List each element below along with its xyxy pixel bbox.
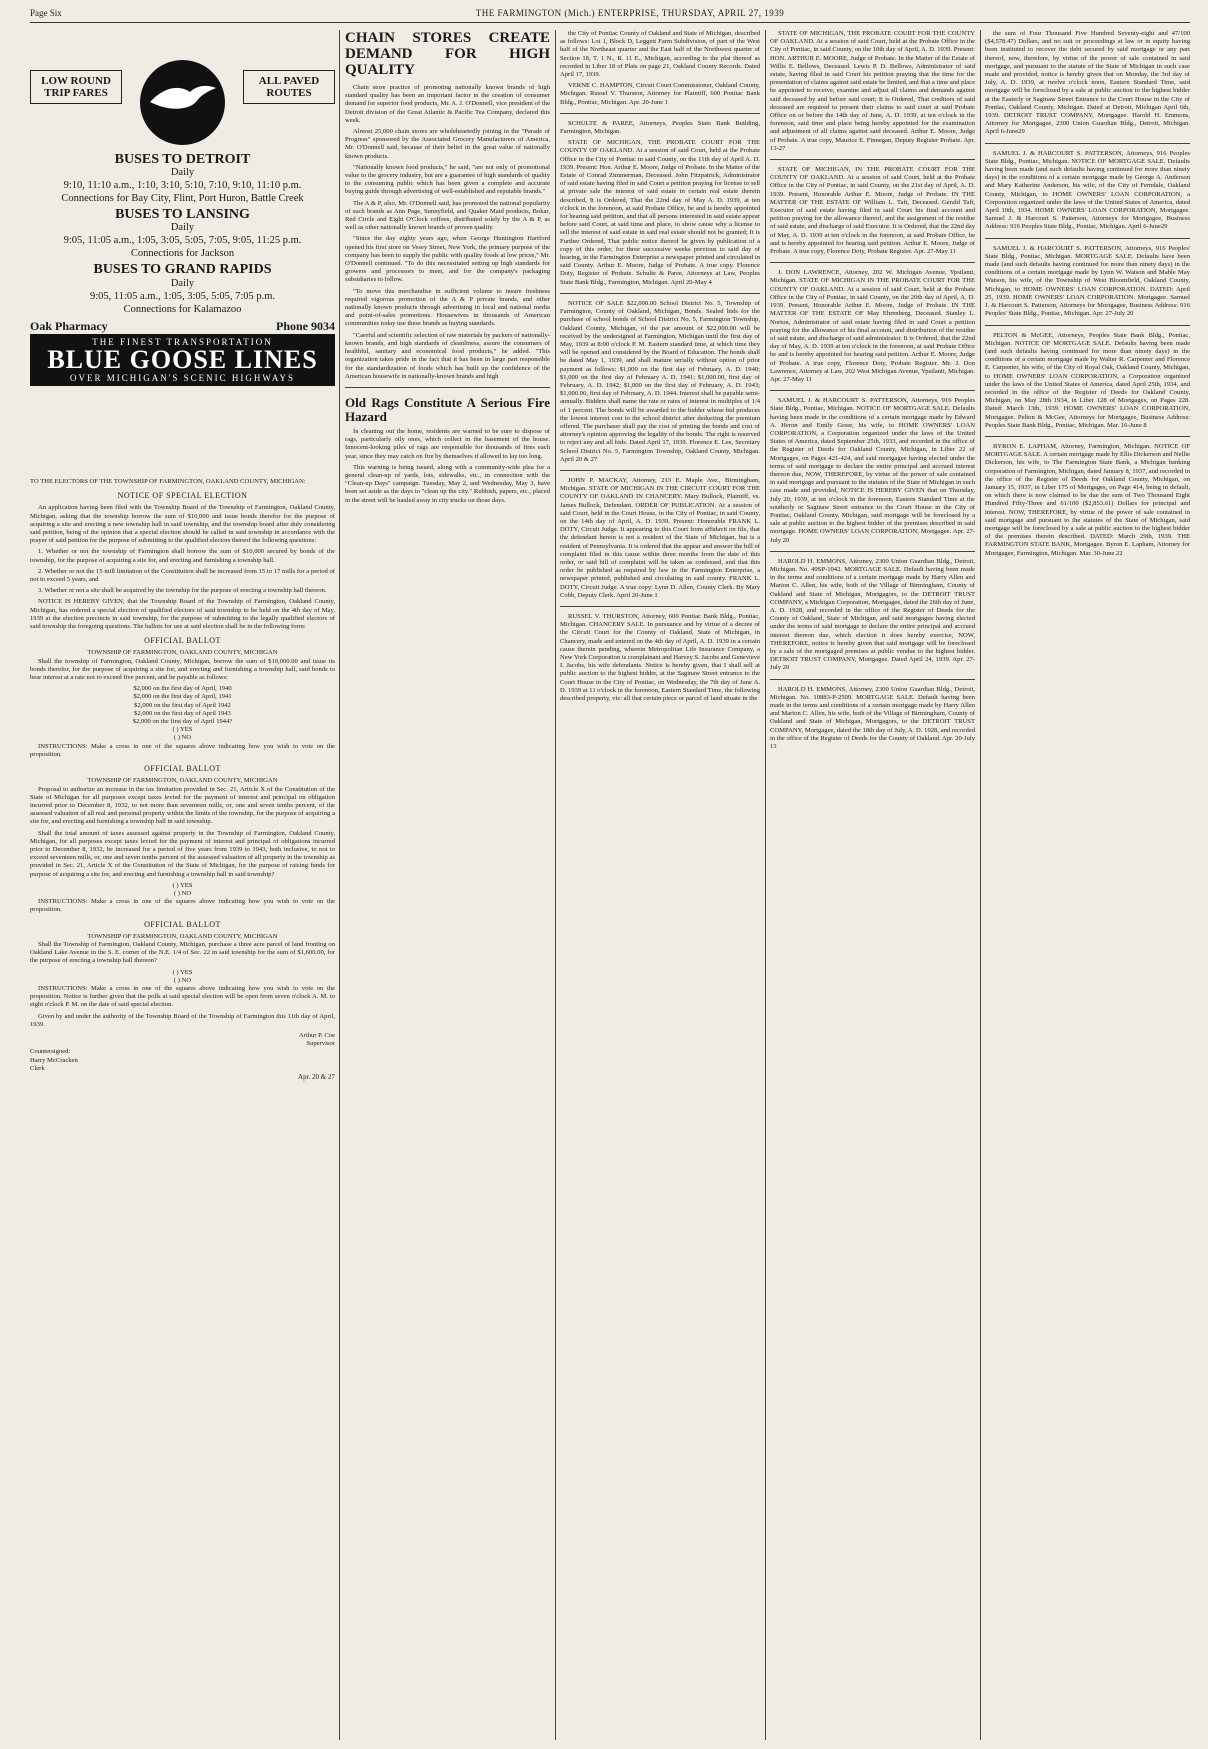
chain-stores-headline: CHAIN STORES CREATE DEMAND FOR HIGH QUALITY [345, 30, 550, 78]
pharmacy-line [30, 318, 335, 333]
publication-dates: Apr. 20 & 27 [298, 1073, 335, 1081]
daily-label: Daily [170, 277, 195, 289]
news-column [345, 30, 550, 1740]
divider [770, 159, 975, 160]
clerk-name: Harry McCracken [30, 1056, 78, 1064]
column-rule [555, 30, 556, 1740]
legal-notice: SAMUEL J. & HARCOURT S. PATTERSON, Attorneys, 916 Peoples' State Bldg., Pontiac, Michigan. MORTGAGE SALE. Defaults have been made (and such defaults having continued for more than ninety days) in the conditions of a certain mortgage made by Lynn W. Watson and Mable May Watson, his wife, of the Township of West Bloomfield, Oakland County, Michigan, to HOME OWNERS' LOAN CORPORATION. DATED: April 25, 1939. HOME OWNERS' LOAN CORPORATION. Mortgagee. Samuel J. & Harcourt S. Patterson, Attorneys for Mortgagee, Business Address: 916 Peoples' State Bldg., Pontiac, Michigan. Apr. 27-July 20 [985, 244, 1190, 318]
article-paragraph: "Nationally known food products," he said, "are not only of promotional value to the grocery industry, but are a guarantee of high standards of quality to the consuming public which has been given a complete and accurate buying guide through advertising of well-established and reputable brands." [345, 163, 550, 196]
legal-notice: NOTICE OF SALE $22,000.00 School District No. 5, Township of Farmington, County of Oakland, Michigan, Bonds. Sealed bids for the purchase of school bonds of School District No. 5, Farmington Township, Oakland County, Michigan, of the par amount of $22,000.00 will be received by the undersigned at Farmington, Michigan until the first day of May, 1939 at 8:00 o'clock P. M. Eastern standard time, at which time they will be opened and considered by the Board of Education. The bonds shall be dated May 1, 1939, and shall mature serially without option of prior payment as follows: $1,000 on the first day of February, A. D. 1940; $1,000 on the first day of February A. D. 1941; $1,000.00, first day of February, A. D. 1942; $1,000 on the first day of February, A. D. 1943; $1,000.00, first day of February, A. D. 1944. Interest shall be payable semi-annually. Bidders shall name the rate or rates of interest in multiples of 1/4 of 1 percent. The bonds will be awarded to the bidder whose bid produces the lowest interest cost to the school district after deducting the premium offered. The purchaser shall pay the cost of printing the bonds and cost of attorney's opinion approving the legality of the bonds. The right is reserved to reject any and all bids. Dated April 17, 1939. Florence E. Lee, Secretary School District No. 5, Farmington Township, Oakland County, Michigan. April 20 & 27 [560, 299, 760, 463]
legal-notice: PELTON & McGEE, Attorneys, Peoples State Bank Bldg., Pontiac, Michigan. NOTICE OF MORTGAGE SALE. Defaults having been made (and such defaults having continued for more than ninety days) in the conditions of a certain mortgage made by Walter R. Carpenter and Florence E. Carpenter, his wife, of the City of Royal Oak, Oakland County, Michigan, to HOME OWNERS' LOAN CORPORATION, a Corporation organized under the laws of the United States of America, dated April 25th, 1934, and recorded in the office of the Register of Deeds for Oakland County, Michigan, on May 28th 1934, in Liber 128 of Mortgages, on Pages 228. Dated: March 13th, 1939. HOME OWNERS' LOAN CORPORATION, Mortgagee. Pelton & McGee, Attorneys for Mortgagee, Business Address: Peoples State Bank Bldg., Pontiac, Michigan. Mar. 16-June 8 [985, 331, 1190, 429]
ballot-heading: OFFICIAL BALLOT [144, 919, 221, 929]
fare-box-left: LOW ROUND TRIP FARES [30, 70, 122, 104]
bus-advertisement [30, 60, 335, 470]
legal-notice: HAROLD H. EMMONS, Attorney, 2300 Union Guardian Bldg., Detroit, Michigan. No. 49SP-1042. MORTGAGE SALE. Default having been made in the terms and conditions of a certain mortgage made by Harry Allen and Marion C. Allen, his wife, both of the Village of Birmingham, County of Oakland and State of Michigan, Mortgagors, to the DETROIT TRUST COMPANY, a Michigan Corporation, Mortgagee, dated the 26th day of June, A. D. 1928, and recorded in the office of the Register of Deeds for the County of Oakland, State of Michigan, and said mortgagee having elected under the terms of said mortgage to declare the entire principal and accrued interest thereon due, which election it does hereby exercise, NOW, THEREFORE, notice is hereby given that said mortgage will be foreclosed by a sale of the mortgaged premises at public vendue to the highest bidder. DETROIT TRUST COMPANY, Mortgagee. Dated April 24, 1939. Apr. 27-July 20 [770, 557, 975, 672]
legal-notice: the sum of Four Thousand Five Hundred Seventy-eight and 47/100 ($4,578.47) Dollars, and no suit or proceedings at law or in equity having been instituted to recover the debt secured by said mortgage or any part thereof, now, therefore, by virtue of the power of sale contained in said mortgage, and pursuant to the statute of the State of Michigan in such case made and provided, notice is hereby given that on Monday, the 3rd day of July, A. D. 1939, at twelve o'clock noon, Eastern Standard Time, said mortgage will be foreclosed by a sale at public auction to the highest bidder at the Easterly or Saginaw Street Entrance to the Court House in the City of Pontiac, Oakland County, Michigan. Dated at Detroit, Michigan April 6th, 1939. DETROIT TRUST COMPANY, Mortgagee. Harold H. Emmons, Attorney for Mortgagee, 2300 Union Guardian Bldg., Detroit, Michigan. April 6-June29 [985, 30, 1190, 136]
legal-notice: BYRON E. LAPHAM, Attorney, Farmington, Michigan. NOTICE OF MORTGAGE SALE. A certain mortgage made by Ellis Dickerson and Nellie Dickerson, his wife, to The Farmington State Bank, a Michigan banking corporation of Farmington, Michigan, dated January 8, 1937, and recorded in the office of the Register of Deeds for Oakland County, Michigan, on January 15, 1937, in Liber 175 of Mortgages, on Page 414, being in default, on which there is now claimed to be due the sum of Two Thousand Eight Hundred Fifty-Three and 61/100 ($2,853.61) Dollars for principal and interest. NOW, THEREFORE, by virtue of the power of sale contained in said mortgage and pursuant to the statutes of the State of Michigan, said mortgage will be foreclosed by a sale at public auction to the highest bidder of the premises therein described. DATED: March 29th, 1939. THE FARMINGTON STATE BANK, Mortgagee. Byron E. Lapham, Attorney for Mortgagee, Farmington, Michigan. Mar. 30-June 22 [985, 442, 1190, 557]
pharmacy-name: Oak Pharmacy [30, 318, 108, 333]
legal-notices-column-4 [770, 30, 975, 1740]
daily-label: Daily [170, 222, 195, 234]
divider [560, 293, 760, 294]
question-3: 3. Whether or not a site shall be acquired by the township for the purpose of erecting a township hall thereon. [38, 587, 327, 595]
election-authority: Given by and under the authority of the Township Board of the Township of Farmington this 11th day of April, 1939. [30, 1012, 335, 1028]
article-paragraph: "Careful and scientific selection of raw materials by packers of nationally-known brands, and high standards of cleanliness, assure the consumers of healthful, sanitary and economical food products," he added. "This organization takes pride in the fact that it has been in large part responsible for the standardization of foods which has built up the confidence of the American housewife in nationally-known brands and high [345, 331, 550, 380]
daily-label: Daily [170, 167, 195, 179]
payment-line: $2,000 on the first day of April, 1941 [133, 693, 232, 701]
countersigned: Countersigned: [30, 1048, 71, 1056]
legal-notice: SCHULTE & PAREE, Attorneys, Peoples State Bank Building, Farmington, Michigan. [560, 119, 760, 136]
signature: Arthur P. Coe [298, 1031, 335, 1039]
legal-notice: VERNE C. HAMPTON, Circuit Court Commissioner, Oakland County, Michigan. Russel V. Thurston, Attorney for Plaintiff, 600 Pontiac Bank Bldg., Pontiac, Michigan. Apr. 20-June 1 [560, 82, 760, 106]
fare-box-right: ALL PAVED ROUTES [243, 70, 335, 104]
pharmacy-phone: Phone 9034 [275, 318, 335, 333]
ballot-2-heading: TOWNSHIP OF FARMINGTON, OAKLAND COUNTY, MICHIGAN [87, 777, 278, 785]
election-paragraph: An application having been filed with the Township Board of the Township of Farmington, Oakland County, Michigan, asking that the township borrow the sum of $10,000 and issue bonds therefor for the purpose of acquiring a site and erecting a new township hall in said township, and the township board after duly considering said petition, being of the opinion that a special election should be called in said township in accordance with the prayer of said petition for the purpose of submitting to the qualified electors thereof the following questions: [30, 504, 335, 545]
legal-notice: STATE OF MICHIGAN, THE PROBATE COURT FOR THE COUNTY OF OAKLAND. At a session of said Court, held at the Probate Office in the City of Pontiac, in said County, on the 10th day of April, A. D. 1939. Present: HON. ARTHUR E. MOORE, Judge of Probate. In the Matter of the Estate of Willis E. Bellows, Deceased. Lewis P. D. Bellows, Administrator of said estate, having filed in said Court his petition praying that the time for the presentation of claims against said estate be limited, and that a time and place be appointed to receive, examine and adjust all claims and demands against said deceased by and before said court; It is Ordered, That creditors of said deceased are required to present their claims to said court at said Probate Office on or before the 14th day of June, A. D. 1939, at ten o'clock in the forenoon, said time and place being hereby appointed for the examination and adjustment of all claims against said deceased. Arthur E. Moore, Judge of Probate. A true copy, Maurice E. Finnegan, Deputy Register Probate. Apr. 13-27 [770, 30, 975, 152]
payment-line: $2,000 on the first day of April 1944? [132, 718, 233, 726]
divider [985, 325, 1190, 326]
vote-yes: ( ) YES [172, 881, 193, 889]
legal-notice: SAMUEL J. & HARCOURT S. PATTERSON, Attorneys, 916 Peoples State Bldg., Pontiac, Michigan. NOTICE OF MORTGAGE SALE. Defaults having been made (and such defaults having continued for more than ninety days) in the conditions of a certain mortgage made by George A. Anderson and Mary Katherine Anderson, his wife, of the City of Ferndale, Oakland County, Michigan, to HOME OWNERS' LOAN CORPORATION, a Corporation organized under the laws of the United States of America, dated April 10th, 1934. HOME OWNERS' LOAN CORPORATION, Mortgagee. Samuel J. & Harcourt S. Patterson, Attorneys for Mortgagee, Business Address: 916 Peoples State Bldg., Pontiac, Michigan. April 6-June29 [985, 149, 1190, 231]
article-paragraph: "Since the day eighty years ago, when George Huntington Hartford opened his first store on Vesey Street, New York, the primary purpose of the company has been to supply the public with quality foods at low prices," Mr. O'Donnell continued. "To do this necessitated setting up high standards for growers and processors to meet, and for the company's packaging subsidiaries to follow. [345, 235, 550, 284]
column-rule [765, 30, 766, 1740]
vote-no: ( ) NO [173, 734, 192, 742]
divider [560, 606, 760, 607]
legal-notice: the City of Pontiac County of Oakland and State of Michigan, described as follows: Lot 1, Block D, Leggett Farm Subdivision, of part of the West half of the Northeast quarter and the East half of the Northwest quarter of Section 18, T. 1 N., R. 11 E., Michigan, according to the plat thereof as recorded in Liber 18 of Plats on page 21, Oakland County Records. Dated April 17, 1939. [560, 30, 760, 79]
lansing-connections: Connections for Jackson [130, 248, 235, 260]
legal-notice: JOHN P. MACKAY, Attorney, 213 E. Maple Ave., Birmingham, Michigan. STATE OF MICHIGAN IN THE CIRCUIT COURT FOR THE COUNTY OF OAKLAND IN CHANCERY. Mary Bullock, Plaintiff, vs. James Bullock, Defendant. ORDER OF PUBLICATION. At a session of said Court, held in the Court House, in the City of Pontiac, in said County, on the 14th day of April, A. D. 1939. Present: Honorable FRANK L. DOTY, Circuit Judge. It appearing to this Court from affidavit on file, that the defendant herein is not a resident of the State of Michigan, but is a resident of Pennsylvania. It is ordered that the appear and answer the bill of complaint filed in this cause within three months from the date of this order, or said bill of complaint will be taken as confessed, and that this order be published as required by law in the Farmington Enterprise, a newspaper printed, published and circulating in said county. FRANK L. DOTY, Circuit Judge. A true copy: Lynn D. Allen, County Clerk. By Mary Cobb, Deputy Clerk. April 20-June 1 [560, 476, 760, 599]
masthead [30, 8, 1190, 23]
ballot-2-text: Proposal to authorize an increase in the tax limitation provided in Sec. 21, Article X of the Constitution of the State of Michigan for all purposes except taxes levied for the payment of interest and principal on obligation incurred prior to December 8, 1932, to not more than seventeen mills, or, one and seven tenths percent, of the assessed valuation of all real and personal property within the limits of the township, for the purpose of acquiring a site for, and erecting and furnishing a township hall in said township. [30, 785, 335, 826]
question-2: 2. Whether or not the 15 mill limitation of the Constitution shall be increased from 15 to 17 mills for a period of not to exceed 5 years, and [30, 567, 335, 584]
election-paragraph: NOTICE IS HEREBY GIVEN, that the Township Board of the Township of Farmington, Oakland County, Michigan, has ordered a special election of qualified electors of said township to be held on the 4th day of May, 1939 at the election precincts in said township, for the purpose of submitting to the legally qualified electors of said township the foregoing questions. The ballots for use at said election shall be in the following form: [30, 598, 335, 631]
divider [770, 390, 975, 391]
legal-notices-column-3 [560, 30, 760, 1740]
instructions: INSTRUCTIONS: Make a cross in one of the squares above indicating how you wish to vote on the proposition. [30, 742, 335, 758]
article-paragraph: "To move this merchandise in sufficient volume to insure freshness required vigorous promotion of the A & P private brands, and other nationally known products through advertising in local and national media and point-of-sales promotions. Housewives in thousands of American communities today use these brands as buying standards. [345, 287, 550, 328]
legal-notice: STATE OF MICHIGAN, THE PROBATE COURT FOR THE COUNTY OF OAKLAND. At a session of said Court, held at the Probate Office in the City of Pontiac in said County, on the 11th day of April A. D. 1939. Present: Hon. Arthur E. Moore, Judge of Probate. In the Matter of the Estate of Conrad Zimmerman, Deceased. John Fitzpatrick, Administrator of said estate having filed in said Court a petition praying for license to sell at private sale the interest of said estate in certain real estate therein described, It is Ordered, That the 22nd day of May A. D. 1939, at ten o'clock in the forenoon, at said Probate Office, be and is hereby appointed for hearing said petition, and that all persons interested in said estate appear before said Court, at said time and place, to show cause why a license to sell the interest of said estate in said real estate should not be granted; It is Further Ordered, That public notice thereof be given by publication of a copy of this order, for three successive weeks previous to said day of hearing, in the Farmington Enterprise a newspaper printed and circulated in said County. Arthur E. Moore, Judge of Probate. A true copy. Florence Doty, Register of Probate. Schulte & Paree, Attorneys at Law, Peoples State Bank Bldg., Farmington, Michigan. April 20-May 4 [560, 139, 760, 286]
payment-line: $2,000 on the first day of April 1943 [134, 709, 231, 717]
divider [770, 262, 975, 263]
legal-notice: SAMUEL J. & HARCOURT S. PATTERSON, Attorneys, 916 Peoples State Bldg., Pontiac, Michigan. NOTICE OF MORTGAGE SALE. Defaults having been made in the conditions of a certain mortgage made by Edward A. Heron and Emily Greer, his wife, to HOME OWNERS' LOAN CORPORATION, a Corporation organized under the laws of the United States of America, dated September 25th, 1933, and recorded in the office of the Register of Deeds for Oakland County, Michigan, in Liber 22 of Mortgages, on Pages 421-424, and said mortgagee having elected under the terms of said mortgage to declare the entire principal and accrued interest thereon due, NOW, THEREFORE, by virtue of the power of sale contained in said mortgage and pursuant to the statutes of the State of Michigan in such case made and provided, NOTICE IS HEREBY GIVEN that on Thursday, July 20, 1939, at ten o'clock in the forenoon, Eastern Standard Time at the southerly or Saginaw Street entrance to the Court House in the City of Pontiac, Oakland County, Michigan, said mortgage will be foreclosed by a sale at public auction to the highest bidder of the premises described in said mortgage. HOME OWNERS' LOAN CORPORATION, Mortgagee. Apr. 27-July 20 [770, 397, 975, 544]
article-paragraph: This warning is being issued, along with a community-wide plea for a general clean-up of yards, lots, sidewalks, etc., in connection with the "Clean-up Days" campaign. Tuesday, May 2, and Wednesday, May 3, have been set aside as the days to "clean up the city." Rubbish, papers, etc., placed in the street will be hauled away in city trucks on those days. [345, 463, 550, 504]
ballot-3-heading: TOWNSHIP OF FARMINGTON, OAKLAND COUNTY, MICHIGAN [87, 932, 278, 940]
instructions: INSTRUCTIONS: Make a cross in one of the squares above indicating how you wish to vote on the proposition. [30, 898, 335, 914]
detroit-times: 9:10, 11:10 a.m., 1:10, 3:10, 5:10, 7:10, 9:10, 11:10 p.m. [63, 180, 302, 192]
payment-line: $2,000 on the first day of April, 1940 [133, 685, 232, 693]
vote-yes: ( ) YES [172, 968, 193, 976]
goose-logo-icon [140, 60, 225, 145]
divider [560, 470, 760, 471]
lansing-heading: BUSES TO LANSING [115, 207, 250, 223]
detroit-connections: Connections for Bay City, Flint, Port Huron, Battle Creek [61, 193, 304, 205]
paper-title: THE FARMINGTON (Mich.) ENTERPRISE, THURSDAY, APRIL 27, 1939 [475, 8, 785, 18]
column-rule [339, 30, 340, 1740]
old-rags-headline: Old Rags Constitute A Serious Fire Hazard [345, 394, 550, 424]
article-paragraph: Chain store practice of promoting nationally known brands of high standard quality has been an important factor in the creation of consumer demand for superior food products, Mr. A. J. O'Donnell, vice president of the Detroit division of the Great Atlantic & Pacific Tea Company, declared this week. [345, 84, 550, 124]
banner-bottom: OVER MICHIGAN'S SCENIC HIGHWAYS [69, 373, 296, 384]
ballot-3-text: Shall the Township of Farmington, Oakland County, Michigan, purchase a three acre parcel of land fronting on Oakland Lake Avenue in the S. E. corner of the N.E. 1/4 of Sec. 22 in said township for the sum of $1,600.00, for the purpose of erecting a township hall thereon? [30, 940, 335, 965]
article-paragraph: The A & P, also, Mr. O'Donnell said, has promoted the national popularity of such brands as Ann Page, Sunnyfield, and Quaker Maid products, Bokar, Red Circle and Eight O'Clock coffees, distributed solely by the A & P, as well as other nationally known brands of proven quality. [345, 199, 550, 232]
page-number: Page Six [30, 8, 62, 18]
legal-notice: RUSSEL V. THURSTON, Attorney, 600 Pontiac Bank Bldg., Pontiac, Michigan. CHANCERY SALE. In pursuance and by virtue of a decree of the Circuit Court for the County of Oakland, State of Michigan, in Chancery, made and entered on the 4th day of April, A. D. 1939 in a certain cause therein pending, wherein Metropolitan Life Insurance Company, a New York Corporation is complainant and Harvey S. Jacobs and Genevieve I. Jacobs, his wife defendants. Notice is hereby given, that I shall sell at public auction to the highest bidder, at the Saginaw Street entrance to the Court House in the City of Pontiac, on Wednesday, the 7th day of June A. D. 1939 at 11 o'clock in the forenoon, Eastern Standard Time, the following described property, viz: all that certain piece or parcel of land situate in the [560, 613, 760, 703]
banner-name: BLUE GOOSE LINES [47, 345, 318, 375]
column-rule [980, 30, 981, 1740]
ballot-2-text: Shall the total amount of taxes assessed against property in the Township of Farmington, Oakland County, Michigan, for all purposes except taxes levied for the payment of interest and principal of obligations incurred prior to December 8, 1932, be increased for a period of five years from 1939 to 1943, both inclusive, to not to exceed seventeen mills, or, one and seven tenths percent of the assessed valuation of all property in the township as provided in Sec. 21, Article X of the Constitution of the State of Michigan, for the purpose of raising funds for purpose of acquiring a site for, and erecting and furnishing a township hall in said township? [30, 829, 335, 878]
election-closing: INSTRUCTIONS: Make a cross in one of the squares above indicating how you wish to vote on the proposition. Notice is further given that the polls at said special election will be open from seven o'clock A. M. to eight o'clock P. M. on the date of said special election. [30, 984, 335, 1009]
payment-line: $2,000 on the first day of April 1942 [134, 701, 231, 709]
divider [770, 679, 975, 680]
ballot-heading: OFFICIAL BALLOT [144, 636, 221, 646]
election-heading: NOTICE OF SPECIAL ELECTION [117, 491, 248, 501]
grand-rapids-heading: BUSES TO GRAND RAPIDS [93, 262, 272, 278]
legal-notice: STATE OF MICHIGAN, IN THE PROBATE COURT FOR THE COUNTY OF OAKLAND. At a session of said Court, held at the Probate Office in the City of Pontiac, in said County, on the 21st day of April, A. D. 1939. Present, Honorable Arthur E. Moore, Judge of Probate. IN THE MATTER OF THE ESTATE OF William L. Taft, Deceased. Gerald Taft, Executor of said estate having filed in said Court his final account and petition praying for the allowance thereof, and the assignment of the residue of said estate, and discharge of said Executor. It is Ordered, that the 22nd day of May, A. D. 1939 at ten o'clock in the forenoon, at said Probate Office, be and is hereby appointed for hearing said petition. Arthur E. Moore, Judge of Probate. A true copy, Florence Doty, Probate Register. Apr. 27-May 11 [770, 166, 975, 256]
grand-rapids-times: 9:05, 11:05 a.m., 1:05, 3:05, 5:05, 7:05 p.m. [89, 290, 276, 302]
vote-no: ( ) NO [173, 889, 192, 897]
clerk-title: Clerk [30, 1064, 45, 1072]
question-1: 1. Whether or not the township of Farmington shall borrow the sum of $10,000 secured by bonds of the township, for the purpose of acquiring a site for, and erecting and furnishing a township hall. [30, 548, 335, 564]
blue-goose-banner [30, 334, 335, 386]
divider [985, 436, 1190, 437]
grand-rapids-connections: Connections for Kalamazoo [123, 303, 242, 315]
election-notice [30, 478, 335, 1743]
ballot-heading: OFFICIAL BALLOT [144, 764, 221, 774]
banner-top: THE FINEST TRANSPORTATION [92, 336, 273, 347]
vote-no: ( ) NO [173, 976, 192, 984]
legal-notice: J. DON LAWRENCE, Attorney, 202 W. Michigan Avenue, Ypsilanti, Michigan. STATE OF MICHIGAN IN THE PROBATE COURT FOR THE COUNTY OF OAKLAND. At a session of said Court, held at the Probate Office in the City of Pontiac, in said County, on the 20th day of April, A. D. 1939. Present, Honorable Arthur E. Moore, Judge of Probate. IN THE MATTER OF THE ESTATE OF May Ehrenberg, Deceased. Stanley L. Norton, Administrator of said estate having filed in said Court a petition praying for the allowance of his final account, and distribution of the residue of said estate, and discharge of said administrator. It is Ordered, that the 22nd day of May, A. D. 1939 at ten o'clock in the forenoon, at said Probate Office be and is hereby appointed for hearing said petition. Arthur E. Moore, Judge of Probate. A true copy, Florence Doty, Probate Register. Mr. J. Don Lawrence, Attorney at Law, 202 West Michigan Avenue, Ypsilanti, Michigan. Apr. 27-May 11 [770, 269, 975, 383]
divider [985, 238, 1190, 239]
ballot-1-text: Shall the township of Farmington, Oakland County, Michigan, borrow the sum of $10,000.00 and issue its bonds therefor, for the purpose of acquiring a site for, and erecting and furnishing a township hall, said bonds to bear interest at a rate not to exceed five percent, and be payable as follows: [30, 657, 335, 682]
vote-yes: ( ) YES [172, 726, 193, 734]
divider [345, 387, 550, 388]
election-salutation: TO THE ELECTORS OF THE TOWNSHIP OF FARMINGTON, OAKLAND COUNTY, MICHIGAN: [30, 478, 306, 485]
divider [985, 143, 1190, 144]
divider [560, 113, 760, 114]
detroit-heading: BUSES TO DETROIT [114, 152, 251, 167]
legal-notices-column-5 [985, 30, 1190, 1740]
divider [770, 551, 975, 552]
ballot-1-heading: TOWNSHIP OF FARMINGTON, OAKLAND COUNTY, MICHIGAN [87, 649, 278, 657]
article-paragraph: In cleaning out the home, residents are warned to be sure to dispose of rags, particularly oily ones, which collect in the basement of the house. Innocent-looking piles of rags are responsible for thousands of fires each year, since they may catch on fire by themselves if allowed to lay too long. [345, 427, 550, 460]
legal-notice: HAROLD H. EMMONS, Attorney, 2300 Union Guardian Bldg., Detroit, Michigan. No. 10883-P-2509. MORTGAGE SALE. Default having been made in the terms and conditions of a certain mortgage made by Harry Allen and Marion C. Allen, his wife, both of the Village of Birmingham, County of Oakland and State of Michigan, Mortgagors, to the DETROIT TRUST COMPANY, Mortgagee, dated the 18th day of July, A. D. 1928, and recorded in the office of the Register of Deeds for the County of Oakland. Apr. 20-July 13 [770, 685, 975, 751]
article-paragraph: Almost 25,000 chain stores are wholeheartedly joining in the "Parade of Progress" sponsored by the Associated Grocery Manufacturers of America, Mr. O'Donnell said, because of their belief in the great value of nationally known products. [345, 128, 550, 160]
lansing-times: 9:05, 11:05 a.m., 1:05, 3:05, 5:05, 7:05, 9:05, 11:25 p.m. [63, 235, 302, 247]
signature-title: Supervisor [306, 1040, 335, 1048]
